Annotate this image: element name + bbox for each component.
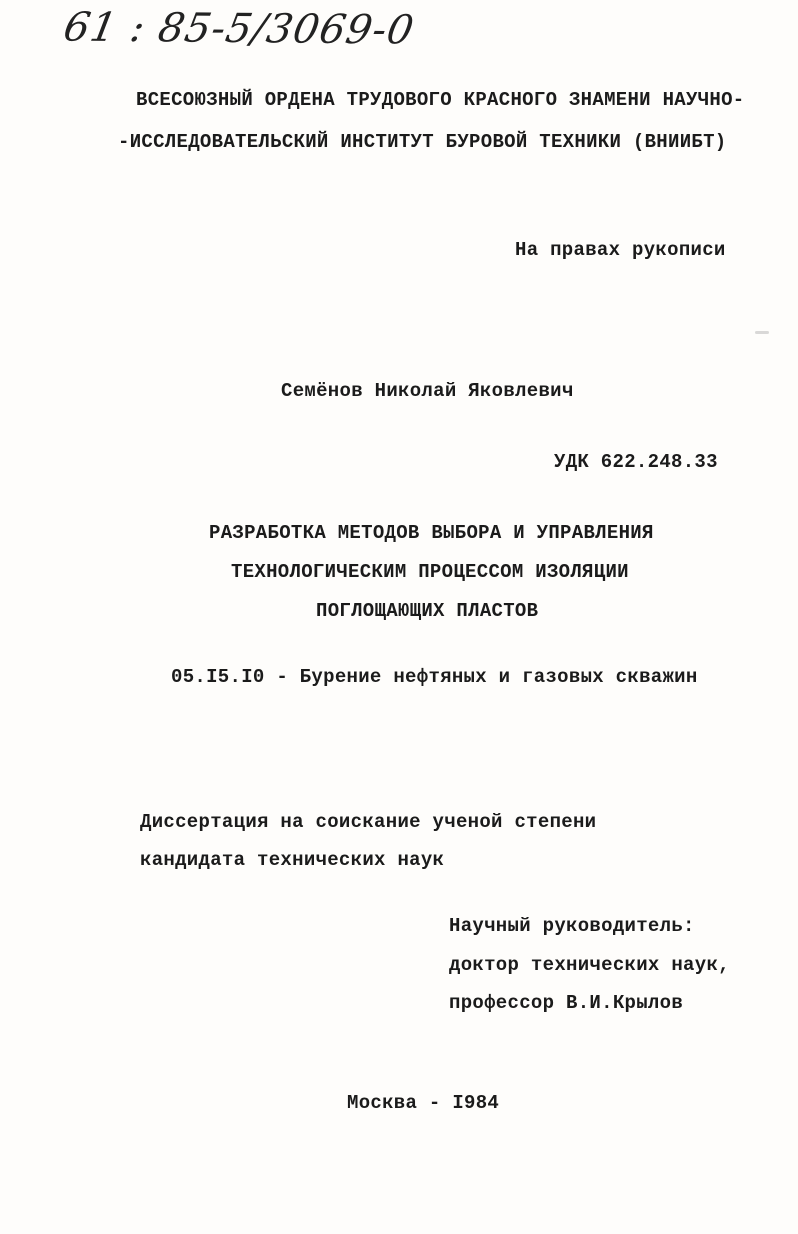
imprint-city-year: Москва - I984 — [347, 1092, 500, 1114]
author-name: Семёнов Николай Яковлевич — [281, 380, 574, 402]
dissertation-title-line-1: РАЗРАБОТКА МЕТОДОВ ВЫБОРА И УПРАВЛЕНИЯ — [209, 522, 654, 544]
supervisor-name: профессор В.И.Крылов — [449, 992, 684, 1014]
specialty-line: 05.I5.I0 - Бурение нефтяных и газовых скважин — [171, 666, 698, 688]
degree-statement-line-1: Диссертация на соискание ученой степени — [140, 811, 597, 833]
degree-statement-line-2: кандидата технических наук — [140, 849, 445, 871]
supervisor-heading: Научный руководитель: — [449, 915, 695, 937]
handwritten-catalog-number: 61 : 85-5/3069-0 — [60, 4, 418, 54]
institution-name-line-1: ВСЕСОЮЗНЫЙ ОРДЕНА ТРУДОВОГО КРАСНОГО ЗНАМЕНИ НАУЧНО- — [136, 89, 745, 111]
scan-artifact-speck — [755, 331, 769, 334]
udc-number: УДК 622.248.33 — [554, 451, 718, 473]
dissertation-title-line-3: ПОГЛОЩАЮЩИХ ПЛАСТОВ — [316, 600, 539, 622]
dissertation-title-line-2: ТЕХНОЛОГИЧЕСКИМ ПРОЦЕССОМ ИЗОЛЯЦИИ — [231, 561, 629, 583]
supervisor-degree: доктор технических наук, — [449, 954, 730, 976]
manuscript-rights-note: На правах рукописи — [515, 239, 726, 261]
institution-name-line-2: -ИССЛЕДОВАТЕЛЬСКИЙ ИНСТИТУТ БУРОВОЙ ТЕХНИКИ (ВНИИБТ) — [118, 131, 727, 153]
